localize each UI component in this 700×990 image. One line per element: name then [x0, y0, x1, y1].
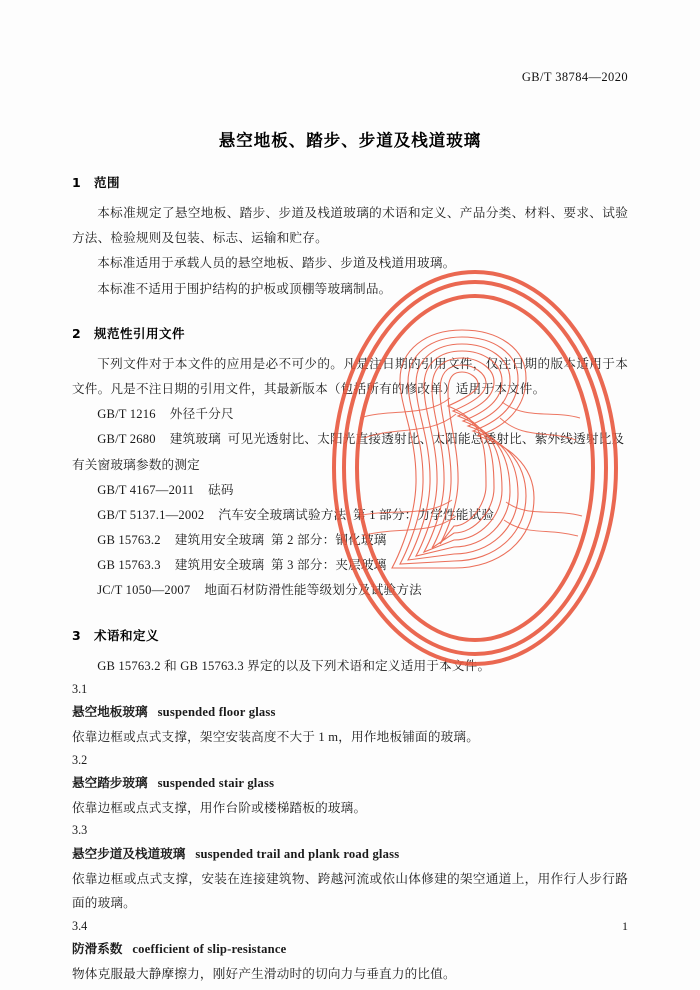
term-number: 3.1 — [72, 681, 88, 696]
reference-item — [72, 528, 628, 553]
reference-name: 建筑用安全玻璃 第 3 部分：夹层玻璃 — [174, 558, 387, 573]
term-number: 3.4 — [72, 918, 88, 933]
paragraph: 本标准不适用于围护结构的护板或顶棚等玻璃制品。 — [97, 281, 392, 296]
term-name — [72, 771, 628, 796]
section-heading — [72, 626, 628, 644]
page-content — [72, 70, 628, 982]
reference-item — [72, 402, 628, 427]
section-scope — [72, 173, 628, 302]
reference-name: 汽车安全玻璃试验方法 第 1 部分：力学性能试验 — [218, 507, 495, 522]
term-number: 3.2 — [72, 752, 88, 767]
term-name — [72, 842, 628, 867]
term-name-en: suspended stair glass — [157, 775, 275, 790]
reference-code: GB/T 2680 — [97, 432, 156, 447]
reference-item — [72, 578, 628, 603]
term-name-en: suspended trail and plank road glass — [195, 846, 400, 861]
section-title: 规范性引用文件 — [94, 325, 186, 341]
reference-name: 地面石材防滑性能等级划分及试验方法 — [204, 583, 422, 598]
term-definition: 依靠边框或点式支撑，架空安装高度不大于 1 m，用作地板铺面的玻璃。 — [72, 730, 480, 745]
term-number: 3.3 — [72, 823, 88, 838]
term-definition: 物体克服最大静摩擦力，刚好产生滑动时的切向力与垂直力的比值。 — [72, 967, 456, 982]
term-name — [72, 937, 628, 962]
reference-item — [72, 503, 628, 528]
reference-item — [72, 427, 628, 477]
reference-code: GB 15763.2 — [97, 533, 161, 548]
term-name-cn: 悬空步道及栈道玻璃 — [72, 845, 186, 861]
reference-code: GB/T 5137.1—2002 — [97, 507, 205, 522]
term-name-en: coefficient of slip-resistance — [132, 942, 287, 957]
section-title: 范围 — [94, 175, 121, 190]
reference-code: GB 15763.3 — [97, 558, 161, 573]
reference-code: GB/T 1216 — [97, 407, 156, 422]
section-heading — [72, 324, 628, 342]
term-name — [72, 700, 628, 725]
reference-name: 砝码 — [208, 482, 234, 497]
reference-name: 建筑用安全玻璃 第 2 部分：钢化玻璃 — [174, 533, 387, 548]
term-name-cn: 防滑系数 — [72, 941, 123, 957]
term-definition: 依靠边框或点式支撑，安装在连接建筑物、跨越河流或依山体修建的架空通道上，用作行人步行路面的玻璃。 — [72, 871, 628, 911]
page-number: 1 — [622, 919, 628, 933]
term-name-en: suspended floor glass — [157, 705, 276, 720]
section-terms-definitions — [72, 626, 628, 987]
section-heading — [72, 173, 628, 191]
paragraph: 下列文件对于本文件的应用是必不可少的。凡是注日期的引用文件，仅注日期的版本适用于本文件。凡是不注日期的引用文件，其最新版本（包括所有的修改单）适用于本文件。 — [72, 356, 628, 396]
section-normative-references — [72, 324, 628, 604]
reference-name: 外径千分尺 — [169, 407, 234, 422]
term-definition: 依靠边框或点式支撑，用作台阶或楼梯踏板的玻璃。 — [72, 800, 367, 815]
section-number: 2 — [72, 325, 82, 341]
reference-item — [72, 553, 628, 578]
term-name-cn: 悬空踏步玻璃 — [72, 774, 148, 790]
section-number: 3 — [72, 627, 82, 643]
standard-number: GB/T 38784—2020 — [521, 70, 628, 84]
page-title: 悬空地板、踏步、步道及栈道玻璃 — [218, 131, 482, 150]
paragraph: 本标准规定了悬空地板、踏步、步道及栈道玻璃的术语和定义、产品分类、材料、要求、试验方法、检验规则及包装、标志、运输和贮存。 — [72, 206, 628, 246]
section-title: 术语和定义 — [94, 627, 160, 643]
paragraph: GB 15763.2 和 GB 15763.3 界定的以及下列术语和定义适用于本文件。 — [97, 658, 491, 673]
paragraph: 本标准适用于承载人员的悬空地板、踏步、步道及栈道用玻璃。 — [97, 256, 456, 271]
reference-item — [72, 478, 628, 503]
reference-code: GB/T 4167—2011 — [97, 482, 195, 497]
term-name-cn: 悬空地板玻璃 — [72, 704, 148, 720]
section-number: 1 — [72, 175, 82, 190]
reference-code: JC/T 1050—2007 — [97, 583, 191, 598]
reference-name: 建筑玻璃 可见光透射比、太阳光直接透射比、太阳能总透射比、紫外线透射比及有关窗玻璃参数的测定 — [72, 432, 625, 472]
